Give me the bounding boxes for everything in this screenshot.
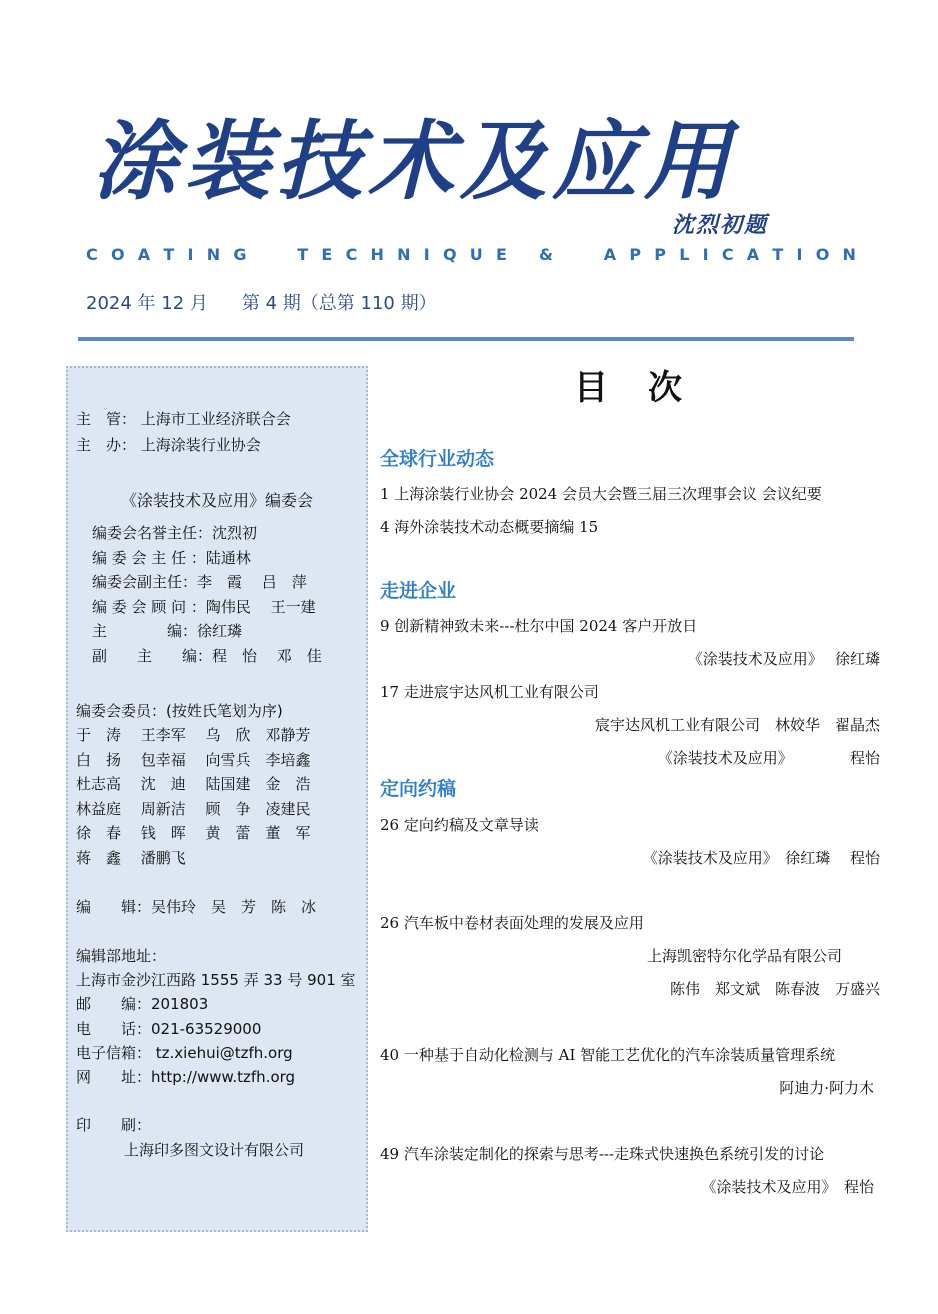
members-row: 白 扬 包幸福 向雪兵 李培鑫	[76, 751, 311, 769]
toc-entry[interactable]: 40 一种基于自动化检测与 AI 智能工艺优化的汽车涂装质量管理系统	[380, 1046, 836, 1064]
postcode-line: 邮 编：201803	[76, 995, 209, 1013]
section-title: 定向约稿	[380, 778, 457, 800]
toc-heading: 目次	[574, 368, 722, 408]
committee-title: 《涂装技术及应用》编委会	[120, 491, 313, 510]
address-title: 编辑部地址：	[76, 947, 167, 965]
english-title-letter: A	[137, 245, 151, 264]
toc-authors: 《涂装技术及应用》 程怡	[701, 1178, 874, 1196]
toc-authors: 上海凯密特尔化学品有限公司	[646, 947, 842, 965]
toc-entry[interactable]: 17 走进宸宇达风机工业有限公司	[380, 683, 599, 701]
toc-entry[interactable]: 49 汽车涂装定制化的探索与思考---走珠式快速换色系统引发的讨论	[380, 1145, 825, 1163]
committee-role: 编 委 会 主 任 ：陆通林	[92, 549, 251, 567]
toc-entry[interactable]: 26 定向约稿及文章导读	[380, 816, 539, 834]
email-line: 电子信箱： tz.xiehui@tzfh.org	[76, 1044, 293, 1062]
english-title-letter: L	[679, 245, 690, 264]
committee-role: 编委会副主任：李 霞 吕 萍	[92, 573, 307, 591]
english-title-letter: A	[746, 245, 760, 264]
toc-authors: 《涂装技术及应用》 徐红璘 程怡	[642, 849, 880, 867]
english-title-letter: E	[321, 245, 333, 264]
header-divider	[78, 337, 854, 341]
english-title-letter: I	[187, 245, 194, 264]
english-title-letter: P	[629, 245, 642, 264]
masthead-sidebar	[66, 366, 368, 1232]
english-title-letter	[520, 244, 526, 266]
committee-role: 主 编：徐红璘	[92, 622, 243, 640]
supervisor-line: 主 管： 上海市工业经济联合会	[76, 410, 291, 428]
english-title-letter	[278, 244, 284, 266]
committee-role: 编委会名誉主任：沈烈初	[92, 524, 258, 542]
english-title-letter: C	[345, 245, 358, 264]
journal-title: 涂装技术及应用	[92, 111, 736, 212]
english-title-letter: Q	[442, 245, 457, 264]
english-title-letter: G	[233, 245, 247, 264]
sponsor-line: 主 办： 上海涂装行业协会	[76, 436, 261, 454]
toc-authors: 《涂装技术及应用》 徐红璘	[687, 650, 880, 668]
members-row: 于 涛 王李军 乌 欣 邓静芳	[76, 726, 311, 744]
toc-entry[interactable]: 4 海外涂装技术动态概要摘编 15	[380, 518, 599, 536]
issue-line	[86, 291, 437, 317]
english-title-letter: C	[721, 245, 734, 264]
editors-line: 编 辑：吴伟玲 吴 芳 陈 冰	[76, 898, 317, 916]
english-title-letter: A	[603, 245, 617, 264]
english-title-letter: I	[702, 245, 709, 264]
toc-entry[interactable]: 9 创新精神致未来---杜尔中国 2024 客户开放日	[380, 617, 698, 635]
english-title-letter: H	[370, 245, 384, 264]
toc-entry[interactable]: 26 汽车板中卷材表面处理的发展及应用	[380, 914, 644, 932]
members-row: 徐 春 钱 晖 黄 蕾 董 军	[76, 824, 311, 842]
english-title-letter: O	[110, 245, 125, 264]
issue-number: 第 4 期（总第 110 期）	[241, 293, 437, 314]
english-title-letter: N	[842, 245, 856, 264]
members-row: 蒋 鑫 潘鹏飞	[76, 849, 186, 867]
english-title	[86, 244, 856, 266]
english-title-letter: T	[297, 245, 309, 264]
english-title-letter: &	[538, 245, 553, 264]
english-title-letter	[585, 244, 591, 266]
toc-authors: 宸宇达风机工业有限公司 林姣华 翟晶杰	[594, 716, 880, 734]
english-title-letter: I	[796, 245, 803, 264]
phone-line: 电 话：021-63529000	[76, 1020, 262, 1038]
english-title-letter: I	[423, 245, 430, 264]
english-title-letter	[260, 244, 266, 266]
english-title-letter: T	[163, 245, 175, 264]
printer-label: 印 刷：	[76, 1116, 152, 1134]
english-title-letter: P	[654, 245, 666, 264]
committee-role: 编 委 会 顾 问 ：陶伟民 王一建	[92, 598, 316, 616]
section-title: 全球行业动态	[380, 448, 495, 470]
issue-date: 2024 年 12 月	[86, 293, 208, 314]
english-title-letter: O	[815, 245, 830, 264]
toc-authors: 阿迪力·阿力木	[779, 1079, 874, 1097]
english-title-letter: E	[495, 245, 507, 264]
english-title-letter: T	[772, 245, 784, 264]
printer-name: 上海印多图文设计有限公司	[124, 1141, 305, 1159]
committee-role: 副 主 编：程 怡 邓 佳	[92, 647, 322, 665]
english-title-letter	[566, 244, 572, 266]
calligraphy-inscription: 沈烈初题	[672, 212, 769, 238]
english-title-letter: N	[397, 245, 411, 264]
section-title: 走进企业	[380, 580, 457, 602]
english-title-letter: U	[469, 245, 483, 264]
english-title-letter: C	[86, 245, 98, 264]
website-line: 网 址：http://www.tzfh.org	[76, 1068, 296, 1086]
members-row: 林益庭 周新洁 顾 争 凌建民	[76, 800, 311, 818]
english-title-letter: N	[206, 245, 221, 264]
toc-entry[interactable]: 1 上海涂装行业协会 2024 会员大会暨三届三次理事会议 会议纪要	[380, 485, 822, 503]
toc-authors: 陈伟 郑文斌 陈春波 万盛兴	[669, 980, 880, 998]
members-title: 编委会委员：(按姓氏笔划为序)	[76, 702, 283, 720]
toc-authors: 《涂装技术及应用》 程怡	[657, 749, 880, 767]
members-row: 杜志高 沈 迪 陆国建 金 浩	[76, 775, 311, 793]
address-line: 上海市金沙江西路 1555 弄 33 号 901 室	[76, 971, 356, 989]
